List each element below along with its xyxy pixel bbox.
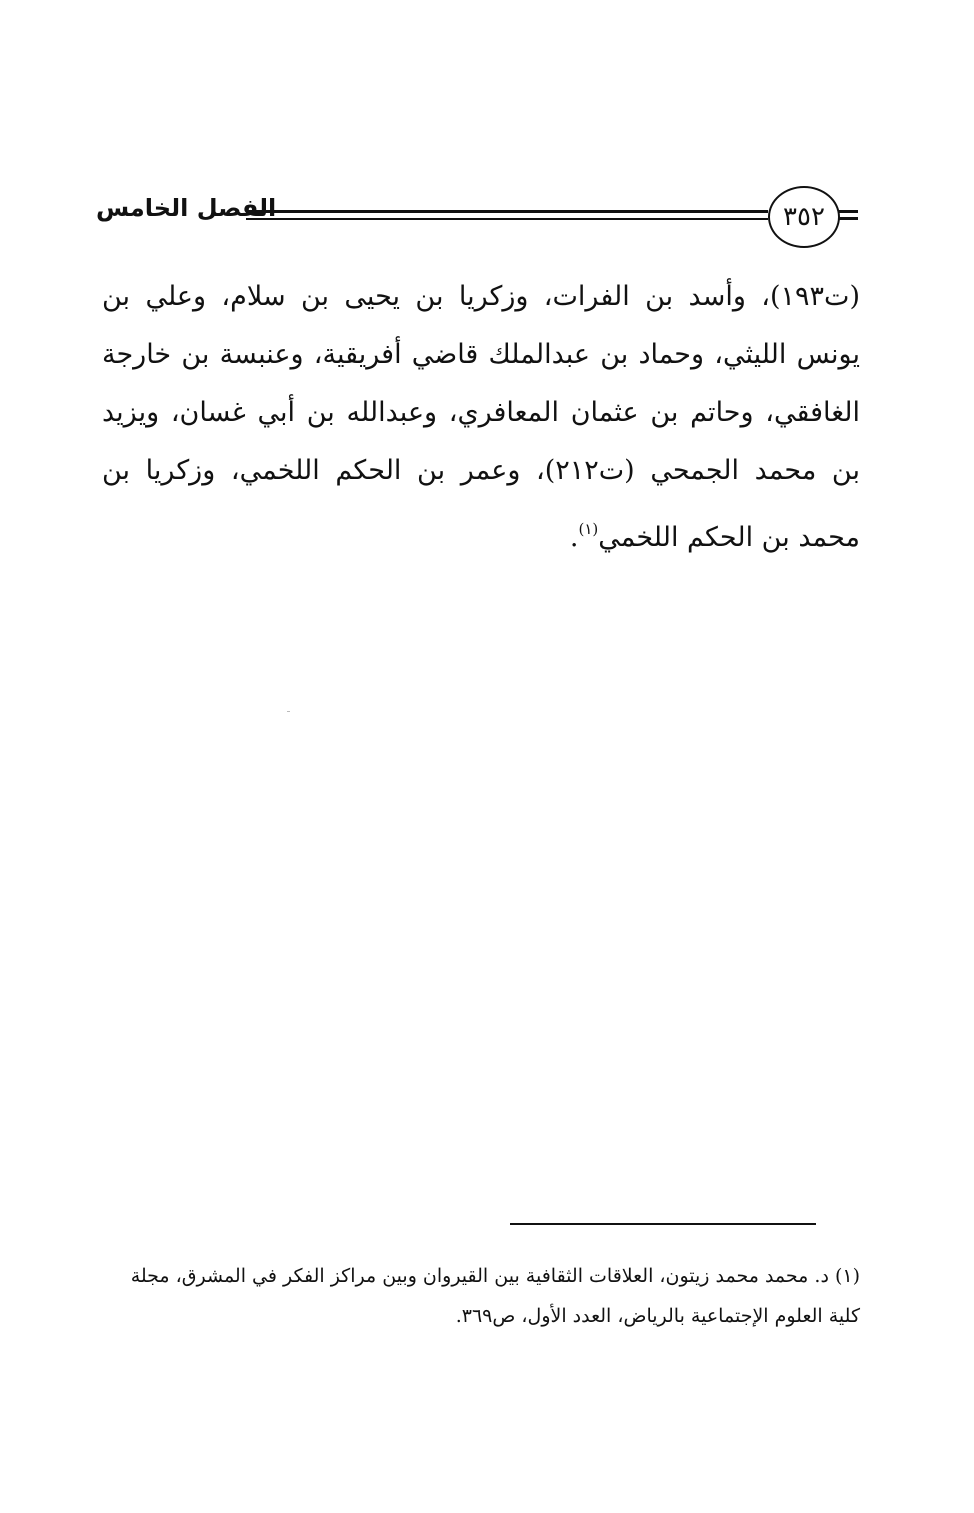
running-header [96, 186, 858, 246]
footnote [104, 1256, 860, 1336]
page-number: ٣٥٢ [768, 186, 840, 248]
footnote-text: (١) د. محمد محمد زيتون، العلاقات الثقافية بين القيروان وبين مراكز الفكر في المشرق، مجلة كلية العلوم الإجتماعية بالرياض، العدد الأول، ص٣٦٩. [130, 1265, 860, 1327]
header-rule-end [838, 210, 858, 220]
chapter-title: الفصل الخامس [96, 194, 277, 222]
footnote-reference: (١) [578, 520, 599, 538]
scan-speck [287, 711, 290, 712]
end-punctuation: . [569, 522, 579, 553]
main-text [102, 268, 860, 567]
body-paragraph [102, 268, 860, 567]
header-rule [246, 210, 768, 220]
paragraph-text: (ت١٩٣)، وأسد بن الفرات، وزكريا بن يحيى بن سلام، وعلي بن يونس الليثي، وحماد بن عبدالملك قاضي أفريقية، وعنبسة بن خارجة الغافقي، وحاتم بن عثمان المعافري، وعبدالله بن أبي غسان، ويزيد بن محمد الجمحي (ت٢١٢)، وعمر بن الحكم اللخمي، وزكريا بن محمد بن الحكم اللخمي [102, 281, 860, 553]
footnote-separator [510, 1223, 816, 1225]
